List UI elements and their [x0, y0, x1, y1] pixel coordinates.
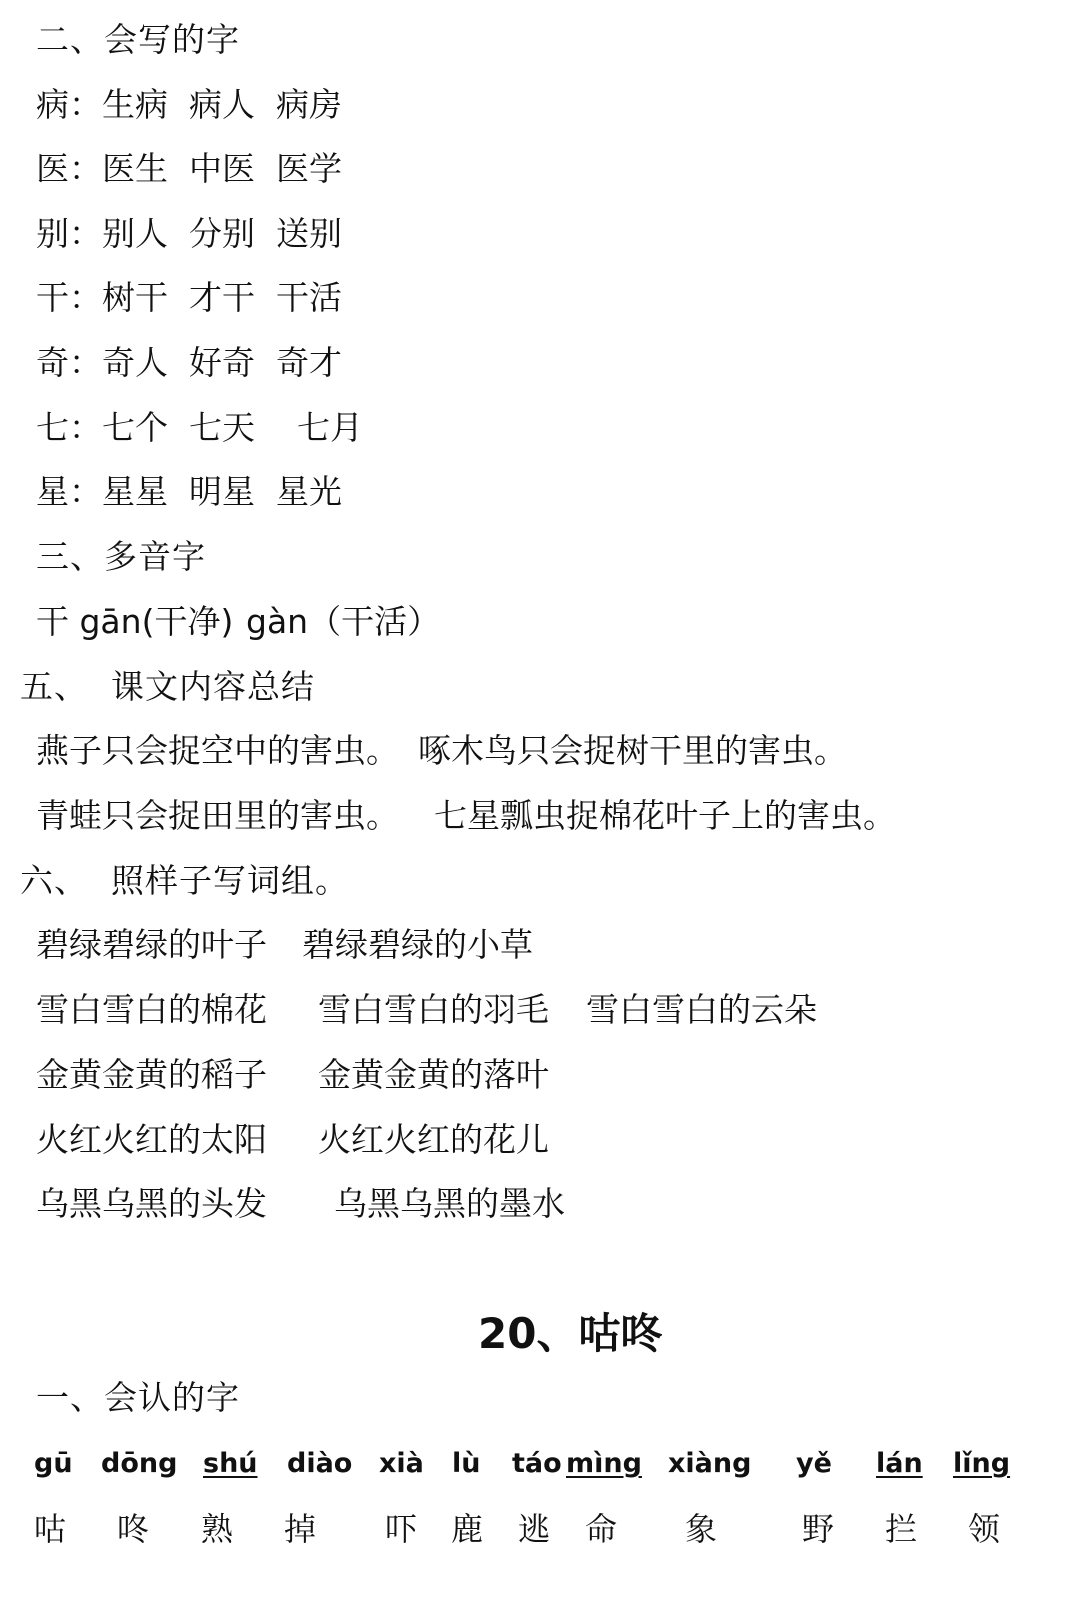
phrase: 金黄金黄的稻子 [36, 1055, 267, 1094]
pinyin: xià [379, 1448, 424, 1479]
section-heading-polyphone: 三、多音字 [36, 537, 206, 576]
section-heading-summary: 五、 课文内容总结 [20, 667, 315, 706]
pinyin: yě [796, 1448, 832, 1479]
pinyin: gū [34, 1448, 73, 1479]
polyphone-gan4: gàn（干活） [246, 602, 441, 641]
pinyin: dōng [101, 1448, 178, 1479]
entry-char: 医： [36, 149, 102, 188]
phrase: 雪白雪白的棉花 [36, 990, 267, 1029]
section-heading-phrases: 六、 照样子写词组。 [20, 861, 349, 900]
entry-words: 七个 七天 七月 [102, 408, 363, 447]
hanzi: 鹿 [451, 1510, 484, 1548]
entry-words: 医生 中医 医学 [102, 149, 342, 188]
phrase: 雪白雪白的云朵 [586, 990, 817, 1029]
entry-char: 病： [36, 85, 102, 124]
entry-char: 奇： [36, 343, 102, 382]
section-heading-recognize-chars: 一、会认的字 [36, 1378, 240, 1417]
entry-words: 奇人 好奇 奇才 [102, 343, 342, 382]
pinyin: táo [512, 1448, 562, 1479]
phrase: 碧绿碧绿的小草 [302, 925, 533, 964]
phrase: 火红火红的太阳 [36, 1120, 267, 1159]
polyphone-gan1: 干 gān(干净) [36, 602, 234, 641]
phrase: 雪白雪白的羽毛 [318, 990, 549, 1029]
entry-char: 星： [36, 472, 102, 511]
pinyin-underlined: lǐng [953, 1448, 1011, 1479]
entry-char: 别： [36, 214, 102, 253]
lesson-title: 20、咕咚 [478, 1309, 663, 1358]
hanzi: 领 [968, 1510, 1001, 1548]
entry-words: 树干 才干 干活 [102, 278, 342, 317]
summary-sentence: 青蛙只会捉田里的害虫。 [36, 796, 399, 835]
hanzi: 象 [685, 1510, 718, 1548]
pinyin-underlined: lán [876, 1448, 923, 1479]
phrase: 乌黑乌黑的墨水 [334, 1184, 565, 1223]
entry-char: 干： [36, 278, 102, 317]
phrase: 碧绿碧绿的叶子 [36, 925, 267, 964]
entry-words: 别人 分别 送别 [102, 214, 342, 253]
hanzi: 咚 [117, 1510, 150, 1548]
hanzi: 掉 [284, 1510, 317, 1548]
pinyin: lù [452, 1448, 481, 1479]
phrase: 火红火红的花儿 [318, 1120, 549, 1159]
hanzi: 拦 [885, 1510, 918, 1548]
section-heading-write-chars: 二、会写的字 [36, 20, 240, 59]
hanzi: 熟 [201, 1510, 234, 1548]
hanzi: 命 [585, 1510, 618, 1548]
summary-sentence: 七星瓢虫捉棉花叶子上的害虫。 [434, 796, 896, 835]
pinyin-underlined: shú [203, 1448, 258, 1479]
phrase: 乌黑乌黑的头发 [36, 1184, 267, 1223]
summary-sentence: 啄木鸟只会捉树干里的害虫。 [418, 731, 847, 770]
entry-words: 星星 明星 星光 [102, 472, 342, 511]
pinyin: diào [287, 1448, 353, 1479]
entry-words: 生病 病人 病房 [102, 85, 342, 124]
pinyin-underlined: mìng [566, 1448, 642, 1479]
phrase: 金黄金黄的落叶 [318, 1055, 549, 1094]
hanzi: 咕 [34, 1510, 67, 1548]
entry-char: 七： [36, 408, 102, 447]
hanzi: 野 [802, 1510, 835, 1548]
hanzi: 逃 [518, 1510, 551, 1548]
summary-sentence: 燕子只会捉空中的害虫。 [36, 731, 399, 770]
pinyin: xiàng [668, 1448, 752, 1479]
hanzi: 吓 [385, 1510, 418, 1548]
